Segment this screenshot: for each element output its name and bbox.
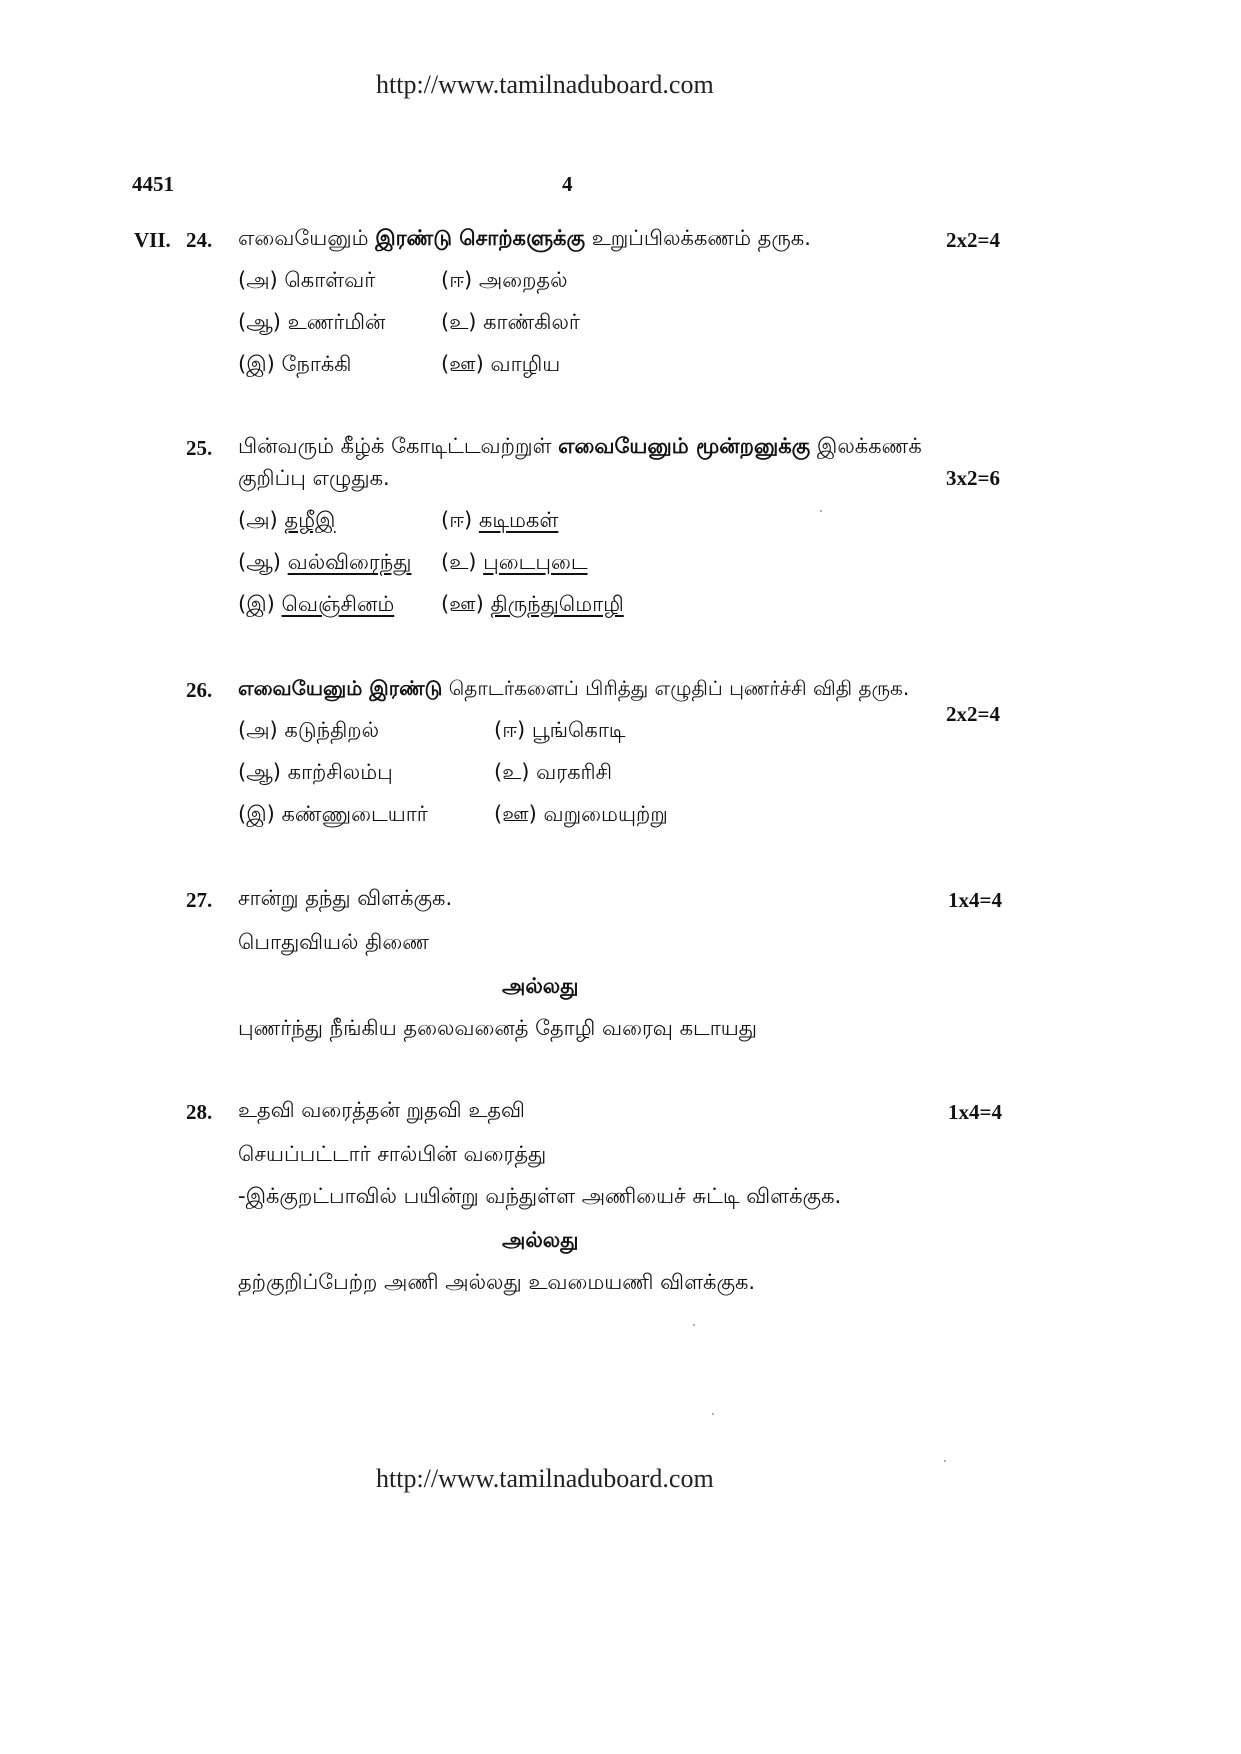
option-item: (இ) கண்ணுடையார் (238, 802, 428, 826)
or-separator: அல்லது (502, 1228, 579, 1252)
option-item: (ஈ) கடிமகள் (441, 508, 559, 532)
question-28-line: செயப்பட்டார் சால்பின் வரைத்து (238, 1142, 547, 1166)
option-item: (அ) கொள்வர் (238, 268, 376, 292)
question-26-number: 26. (186, 678, 213, 702)
question-28-line: -இக்குறட்பாவில் பயின்று வந்துள்ள அணியைச் சுட்டி விளக்குக. (238, 1184, 842, 1208)
page-number: 4 (562, 172, 573, 196)
section-number: VII. (134, 228, 171, 252)
option-item: (ஊ) வறுமையுற்று (494, 802, 668, 826)
or-separator: அல்லது (502, 974, 579, 998)
option-item: (உ) புடைபுடை (441, 550, 588, 574)
question-25-number: 25. (186, 436, 213, 460)
option-item: (ஊ) திருந்துமொழி (441, 592, 624, 616)
prompt-emphasis: எவையேனும் இரண்டு (238, 676, 443, 700)
question-24-marks: 2x2=4 (946, 228, 1000, 252)
paper-code: 4451 (132, 172, 174, 196)
question-24-number: 24. (186, 228, 213, 252)
option-item: (ஆ) உணர்மின் (238, 310, 386, 334)
scan-speck (820, 510, 822, 512)
question-27-line: புணர்ந்து நீங்கிய தலைவனைத் தோழி வரைவு கடாயது (238, 1016, 757, 1040)
prompt-text: எவையேனும் (238, 226, 376, 250)
prompt-emphasis: எவையேனும் மூன்றனுக்கு (558, 434, 811, 458)
question-28-line: தற்குறிப்பேற்ற அணி அல்லது உவமையணி விளக்குக. (238, 1270, 756, 1294)
option-item: (உ) வரகரிசி (494, 760, 613, 784)
question-26-marks: 2x2=4 (946, 702, 1000, 726)
question-27-line: சான்று தந்து விளக்குக. (238, 886, 453, 910)
scan-speck (712, 1413, 714, 1415)
prompt-emphasis: இரண்டு சொற்களுக்கு (375, 226, 586, 250)
option-item: (ஆ) வல்விரைந்து (238, 550, 412, 574)
option-item: (இ) வெஞ்சினம் (238, 592, 395, 616)
option-item: (அ) கடுந்திறல் (238, 718, 380, 742)
question-25-prompt-cont: குறிப்பு எழுதுக. (238, 466, 390, 490)
question-28-number: 28. (186, 1100, 213, 1124)
question-26-prompt (238, 676, 909, 703)
question-28-marks: 1x4=4 (948, 1100, 1002, 1124)
question-27-line: பொதுவியல் திணை (238, 930, 429, 954)
question-24-prompt (238, 226, 811, 253)
question-28-line: உதவி வரைத்தன் றுதவி உதவி (238, 1098, 525, 1122)
question-27-number: 27. (186, 888, 213, 912)
question-25-prompt (238, 434, 922, 461)
option-item: (உ) காண்கிலர் (441, 310, 580, 334)
option-item: (ஊ) வாழிய (441, 352, 561, 376)
question-25-marks: 3x2=6 (946, 466, 1000, 490)
scan-speck (944, 1460, 946, 1462)
footer-url: http://www.tamilnaduboard.com (376, 1464, 714, 1493)
option-item: (அ) தழீஇ (238, 508, 336, 532)
prompt-text: தொடர்களைப் பிரித்து எழுதிப் புணர்ச்சி விதி தருக. (442, 676, 910, 700)
header-url: http://www.tamilnaduboard.com (376, 70, 714, 99)
question-27-marks: 1x4=4 (948, 888, 1002, 912)
option-item: (இ) நோக்கி (238, 352, 352, 376)
option-item: (ஈ) அறைதல் (441, 268, 568, 292)
scan-speck (693, 1324, 695, 1326)
prompt-text: பின்வரும் கீழ்க் கோடிட்டவற்றுள் (238, 434, 559, 458)
option-item: (ஈ) பூங்கொடி (494, 718, 626, 742)
prompt-text: உறுப்பிலக்கணம் தருக. (585, 226, 811, 250)
prompt-text: இலக்கணக் (810, 434, 922, 458)
option-item: (ஆ) காற்சிலம்பு (238, 760, 393, 784)
